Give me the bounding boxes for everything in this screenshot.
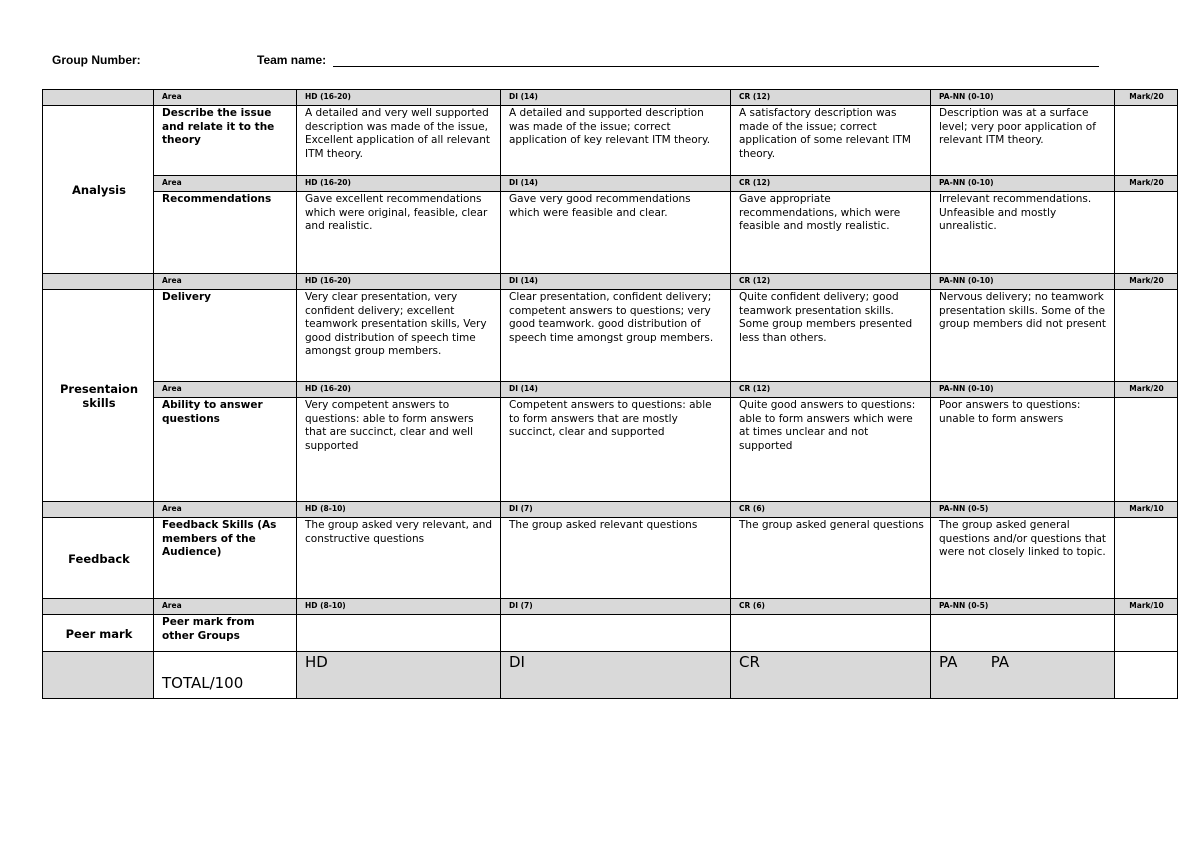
descriptor-cr: Quite confident delivery; good teamwork presentation skills. Some group members presented less than others. xyxy=(731,290,931,382)
mark-cell[interactable] xyxy=(1115,518,1178,599)
grade-pa-header: PA-NN (0-5) xyxy=(931,599,1115,615)
peer-pa-cell[interactable] xyxy=(931,615,1115,652)
total-mark-cell[interactable] xyxy=(1115,652,1178,699)
area-header-blank xyxy=(43,274,154,290)
grade-cr-header: CR (12) xyxy=(731,382,931,398)
descriptor-di: Gave very good recommendations which were feasible and clear. xyxy=(501,192,731,274)
descriptor-cr: The group asked general questions xyxy=(731,518,931,599)
descriptor-pa: Poor answers to questions: unable to form answers xyxy=(931,398,1115,502)
total-label: TOTAL/100 xyxy=(154,652,297,699)
criterion-name: Peer mark from other Groups xyxy=(154,615,297,652)
total-cr: CR xyxy=(731,652,931,699)
mark-header: Mark/10 xyxy=(1115,502,1178,518)
descriptor-pa: Irrelevant recommendations. Unfeasible and mostly unrealistic. xyxy=(931,192,1115,274)
grade-cr-header: CR (12) xyxy=(731,274,931,290)
criterion-row xyxy=(43,518,1178,599)
total-hd: HD xyxy=(297,652,501,699)
descriptor-hd: Very clear presentation, very confident delivery; excellent teamwork presentation skills, Very good distribution of speech time amongst group members. xyxy=(297,290,501,382)
descriptor-cr: Gave appropriate recommendations, which were feasible and mostly realistic. xyxy=(731,192,931,274)
descriptor-hd: Gave excellent recommendations which were original, feasible, clear and realistic. xyxy=(297,192,501,274)
area-header-blank xyxy=(43,599,154,615)
mark-cell[interactable] xyxy=(1115,290,1178,382)
peer-cr-cell[interactable] xyxy=(731,615,931,652)
grade-hd-header: HD (8-10) xyxy=(297,502,501,518)
descriptor-hd: A detailed and very well supported description was made of the issue, Excellent application of all relevant ITM theory. xyxy=(297,106,501,176)
descriptor-pa: Nervous delivery; no teamwork presentation skills. Some of the group members did not present xyxy=(931,290,1115,382)
criterion-name: Describe the issue and relate it to the theory xyxy=(154,106,297,176)
descriptor-cr: Quite good answers to questions: able to form answers which were at times unclear and not supported xyxy=(731,398,931,502)
area-header-row xyxy=(43,502,1178,518)
area-label: Area xyxy=(154,274,297,290)
grade-pa-header: PA-NN (0-10) xyxy=(931,382,1115,398)
mark-cell[interactable] xyxy=(1115,192,1178,274)
total-di: DI xyxy=(501,652,731,699)
descriptor-di: Clear presentation, confident delivery; competent answers to questions; very good teamwork. good distribution of speech time amongst group members. xyxy=(501,290,731,382)
descriptor-pa: The group asked general questions and/or questions that were not closely linked to topic. xyxy=(931,518,1115,599)
descriptor-hd: The group asked very relevant, and constructive questions xyxy=(297,518,501,599)
grade-hd-header: HD (16-20) xyxy=(297,274,501,290)
mark-cell[interactable] xyxy=(1115,398,1178,502)
section-analysis: Analysis xyxy=(43,106,154,274)
total-row xyxy=(43,652,1178,699)
rubric-table xyxy=(42,89,1178,699)
area-label: Area xyxy=(154,176,297,192)
criterion-name: Delivery xyxy=(154,290,297,382)
descriptor-di: A detailed and supported description was made of the issue; correct application of key relevant ITM theory. xyxy=(501,106,731,176)
grade-cr-header: CR (6) xyxy=(731,599,931,615)
grade-di-header: DI (7) xyxy=(501,599,731,615)
team-name-line xyxy=(333,66,1099,67)
peer-hd-cell[interactable] xyxy=(297,615,501,652)
grade-di-header: DI (7) xyxy=(501,502,731,518)
peer-di-cell[interactable] xyxy=(501,615,731,652)
criterion-row xyxy=(43,615,1178,652)
area-label: Area xyxy=(154,90,297,106)
mark-header: Mark/20 xyxy=(1115,382,1178,398)
mark-header: Mark/20 xyxy=(1115,90,1178,106)
area-header-row xyxy=(43,599,1178,615)
descriptor-hd: Very competent answers to questions: able to form answers that are succinct, clear and well supported xyxy=(297,398,501,502)
grade-di-header: DI (14) xyxy=(501,176,731,192)
section-peer-mark: Peer mark xyxy=(43,615,154,652)
criterion-name: Recommendations xyxy=(154,192,297,274)
descriptor-di: The group asked relevant questions xyxy=(501,518,731,599)
mark-cell[interactable] xyxy=(1115,106,1178,176)
grade-cr-header: CR (12) xyxy=(731,176,931,192)
section-presentation: Presentaion skills xyxy=(43,290,154,502)
descriptor-pa: Description was at a surface level; very poor application of relevant ITM theory. xyxy=(931,106,1115,176)
area-header-row xyxy=(43,382,1178,398)
criterion-row xyxy=(43,398,1178,502)
grade-pa-header: PA-NN (0-10) xyxy=(931,90,1115,106)
grade-pa-header: PA-NN (0-5) xyxy=(931,502,1115,518)
area-header-blank xyxy=(43,90,154,106)
descriptor-cr: A satisfactory description was made of the issue; correct application of some relevant ITM theory. xyxy=(731,106,931,176)
total-blank xyxy=(43,652,154,699)
team-name-label: Team name: xyxy=(257,53,327,67)
grade-hd-header: HD (16-20) xyxy=(297,90,501,106)
descriptor-di: Competent answers to questions: able to form answers that are mostly succinct, clear and supported xyxy=(501,398,731,502)
grade-di-header: DI (14) xyxy=(501,382,731,398)
area-header-row xyxy=(43,90,1178,106)
grade-pa-header: PA-NN (0-10) xyxy=(931,274,1115,290)
total-pa: PA PA xyxy=(931,652,1115,699)
group-number-label: Group Number: xyxy=(52,53,141,67)
mark-header: Mark/10 xyxy=(1115,599,1178,615)
area-label: Area xyxy=(154,599,297,615)
grade-hd-header: HD (16-20) xyxy=(297,382,501,398)
criterion-row xyxy=(43,106,1178,176)
grade-hd-header: HD (16-20) xyxy=(297,176,501,192)
mark-cell[interactable] xyxy=(1115,615,1178,652)
criterion-name: Ability to answer questions xyxy=(154,398,297,502)
criterion-row xyxy=(43,290,1178,382)
criterion-row xyxy=(43,192,1178,274)
grade-di-header: DI (14) xyxy=(501,274,731,290)
area-header-row xyxy=(43,176,1178,192)
grade-pa-header: PA-NN (0-10) xyxy=(931,176,1115,192)
mark-header: Mark/20 xyxy=(1115,176,1178,192)
area-header-blank xyxy=(43,502,154,518)
area-label: Area xyxy=(154,382,297,398)
grade-hd-header: HD (8-10) xyxy=(297,599,501,615)
section-feedback: Feedback xyxy=(43,518,154,599)
area-label: Area xyxy=(154,502,297,518)
grade-cr-header: CR (6) xyxy=(731,502,931,518)
mark-header: Mark/20 xyxy=(1115,274,1178,290)
criterion-name: Feedback Skills (As members of the Audience) xyxy=(154,518,297,599)
grade-cr-header: CR (12) xyxy=(731,90,931,106)
grade-di-header: DI (14) xyxy=(501,90,731,106)
area-header-row xyxy=(43,274,1178,290)
